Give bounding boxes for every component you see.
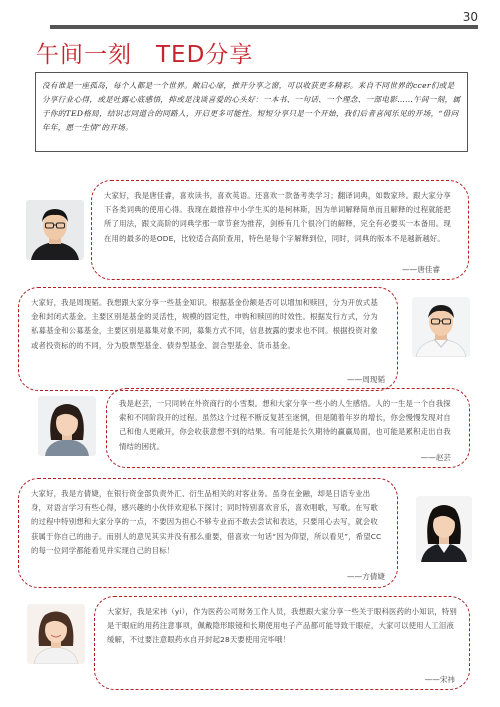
- avatar-male-shirt: [412, 297, 470, 357]
- card-sign-1: ——唐佳睿: [402, 265, 440, 274]
- speaker-photo-4: [416, 496, 472, 562]
- avatar-female-3: [27, 604, 85, 664]
- card-sign-4: ——方倩婕: [347, 572, 385, 581]
- share-card-4: [18, 478, 398, 588]
- page-number: 30: [462, 10, 478, 24]
- speaker-photo-3: [38, 396, 96, 456]
- section-title: [36, 36, 253, 69]
- share-card-5: [94, 596, 470, 690]
- speaker-photo-1: [26, 200, 84, 260]
- avatar-female-1: [38, 396, 96, 456]
- card-text-3: 我是赵芸，一只同转在外资商行的小雪梨。想和大家分享一些小的人生感悟。人的一生是一个自我探索和不同阶段开的过程。虽然这个过程不断反复甚至迷惘，但是随着年岁的增长，你会慢慢发现对自己和他人更敞开，你会收获意想不到的结果。有可能是长久期待的赢赢局面，也可能是累积走出自我情结的困扰。: [119, 399, 451, 451]
- intro-text: 没有谁是一座孤岛，每个人都是一个世界。敞启心扉，推开分享之窗，可以收获更多精彩。来自不同世界的ccer们或是分享行业心得，或是吐露心底感悟，抑或是浅谈喜爱的心头好：一本书、一句话、一个理念、一部电影……午间一刻，属于你的TED格局，结识志同道合的同路人，开启更多可能性。短短分享只是一个开始，我们后者喜闻乐见的开场，“借问年年，愿一生情”的开场。: [42, 81, 461, 132]
- speaker-photo-2: [412, 297, 470, 357]
- card-text-1: 大家好，我是唐佳睿，喜欢读书，喜欢英语。还喜欢一款备考类学习；翻译词典，如数家珍。跟大家分享下各类词典的使用心得。我现在最推荐中小学生买的是柯林斯，因为单词解释简单而且解释的过程就能把所了用法，跟文高阶的词典学那一章节套为推荐，剑桥有几个很冷门的解释，完全有必要买一本备用。现在用的最多的是ODE，比较适合高阶查用，特色是每个字解释到位，同时，词典的版本不是越新越好。: [104, 191, 451, 243]
- title-part-2: TED分享: [156, 42, 254, 68]
- speaker-photo-5: [27, 604, 85, 664]
- avatar-male-glasses: [26, 200, 84, 260]
- card-text-2: 大家好，我是周现韬。我想跟大家分享一些基金知识。根据基金份额是否可以增加和赎回，分为开放式基金和封闭式基金。主要区别是基金的灵活性，规模的固定性，申购和赎回的时效性。根据发行方式，分为私募基金和公募基金，主要区别是募集对象不同，募集方式不同，信息披露的要求也不同。根据投资对象或者投资标的的不同，分为股票型基金、债券型基金、混合型基金、货币基金。: [31, 298, 378, 350]
- avatar-female-2: [416, 496, 472, 562]
- title-part-1: 午间一刻: [36, 42, 132, 68]
- card-text-5: 大家好，我是宋祎（yi），作为医药公司财务工作人员，我想跟大家分享一些关于眼科医药的小知识，特别是干眼症的用药注意事项，佩戴隐形眼镜和长期使用电子产品都可能导致干眼症，大家可以使用人工泪液缓解，不过要注意眼药水自开封起28天要使用完毕哦！: [107, 607, 457, 645]
- share-card-3: [106, 388, 470, 468]
- share-card-1: [91, 180, 469, 280]
- card-text-4: 大家好，我是方倩婕，在银行资金部负责外汇、衍生品相关的对客业务。虽身在金融，却是日语专业出身，对语言学习有些心得，感兴趣的小伙伴欢迎私下探讨；同时特别喜欢音乐，喜欢唱歌，写歌。在写歌的过程中特别想和大家分享的一点，不要因为担心不够专业而不敢去尝试和表达，只要用心去写，就会收获属于你自己的曲子。而别人的意见其实并没有那么重要，借喜欢一句话“因为仰望，所以看见”，希望CC的每一位同学都能看见并实现自己的目标！: [31, 489, 382, 555]
- intro-box: [35, 72, 468, 152]
- card-sign-2: ——周现韬: [347, 375, 385, 384]
- card-sign-5: ——宋祎: [424, 675, 455, 684]
- share-card-2: [18, 287, 398, 391]
- header-rule: [50, 25, 478, 29]
- card-sign-3: ——赵芸: [420, 453, 451, 462]
